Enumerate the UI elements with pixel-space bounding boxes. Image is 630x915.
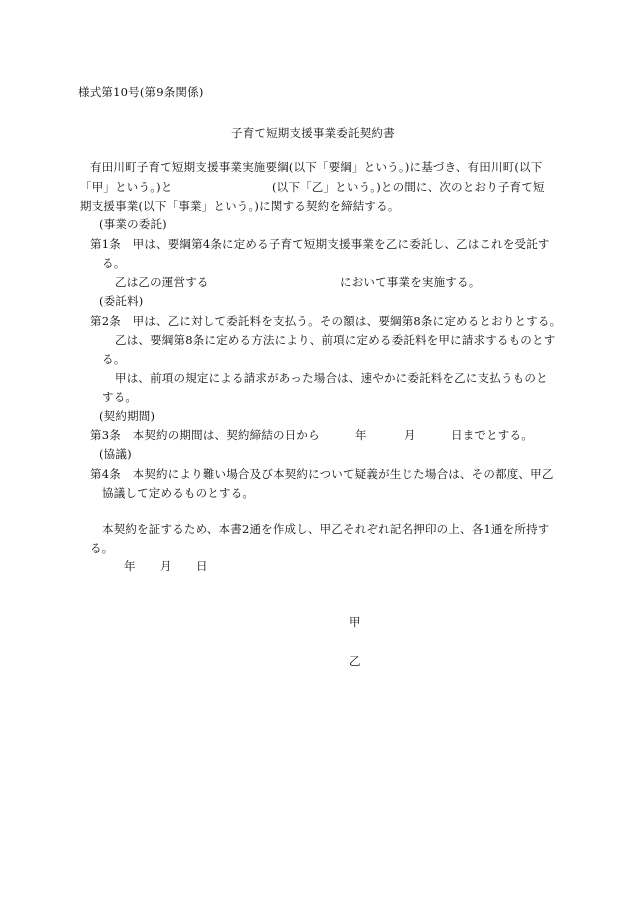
article-3-month: 月 [404, 428, 416, 442]
article-3-year: 年 [355, 428, 367, 442]
date-year: 年 [124, 559, 136, 573]
article-2-heading: (委託料) [99, 294, 144, 308]
closing-line-2: る。 [90, 541, 114, 555]
article-1-para-2b: において事業を実施する。 [340, 275, 481, 289]
preamble-line-2b: (以下「乙」という。)との間に、次のとおり子育て短 [272, 180, 545, 194]
article-2-para-3-line-1: 甲は、前項の規定による請求があった場合は、速やかに委託料を乙に支払うものと [115, 371, 548, 385]
article-3-heading: (契約期間) [99, 409, 156, 423]
party-b-label: 乙 [349, 654, 361, 668]
article-3-day-suffix: 日までとする。 [451, 428, 533, 442]
article-4-heading: (協議) [99, 447, 132, 461]
preamble-line-2a: 「甲」という。)と [80, 180, 173, 194]
closing-line-1: 本契約を証するため、本書2通を作成し、甲乙それぞれ記名押印の上、各1通を所持す [102, 522, 550, 536]
date-month: 月 [160, 559, 172, 573]
article-3-line: 第3条 本契約の期間は、契約締結の日から [90, 428, 320, 442]
article-2-para-2-line-1: 乙は、要綱第8条に定める方法により、前項に定める委託料を甲に請求するものとす [115, 333, 556, 347]
article-4-line-1: 第4条 本契約により難い場合及び本契約について疑義が生じた場合は、その都度、甲乙 [90, 467, 554, 481]
article-4-line-2: 協議して定めるものとする。 [102, 486, 255, 500]
article-2-line-1: 第2条 甲は、乙に対して委託料を支払う。その額は、要綱第8条に定めるとおりとする。 [90, 314, 562, 328]
document-title: 子育て短期支援事業委託契約書 [231, 126, 395, 140]
form-number: 様式第10号(第9条関係) [78, 85, 204, 99]
article-1-para-2a: 乙は乙の運営する [115, 275, 209, 289]
article-1-line-1: 第1条 甲は、要綱第4条に定める子育て短期支援事業を乙に委託し、乙はこれを受託す [90, 237, 550, 251]
article-1-heading: (事業の委託) [99, 217, 167, 231]
article-2-para-3-line-2: する。 [102, 390, 138, 404]
party-a-label: 甲 [349, 615, 361, 629]
article-2-para-2-line-2: る。 [102, 352, 126, 366]
date-day: 日 [196, 559, 208, 573]
article-1-line-2: る。 [102, 256, 126, 270]
preamble-line-3: 期支援事業(以下「事業」という。)に関する契約を締結する。 [80, 199, 400, 213]
preamble-line-1: 有田川町子育て短期支援事業実施要綱(以下「要綱」という。)に基づき、有田川町(以下 [90, 160, 543, 174]
